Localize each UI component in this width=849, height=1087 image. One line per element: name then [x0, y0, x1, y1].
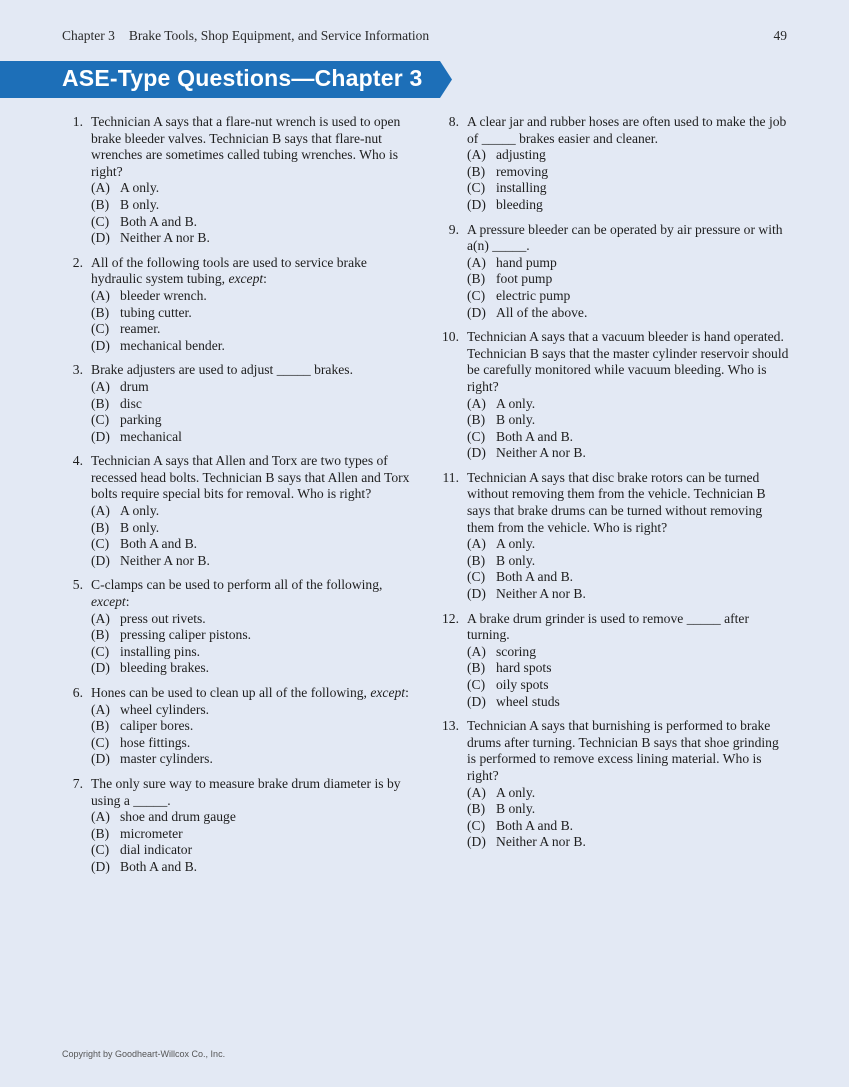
option-letter: (B)	[467, 271, 486, 287]
option-text: A only.	[120, 503, 160, 519]
question-stem: C-clamps can be used to perform all of the following,	[91, 577, 383, 593]
question-number: 11.	[442, 469, 459, 485]
option-text: Both A and B.	[120, 858, 198, 874]
answer-option	[467, 255, 790, 272]
option-text: A only.	[496, 536, 536, 552]
answer-option	[91, 751, 412, 768]
option-text: tubing cutter.	[120, 304, 192, 320]
question-number: 12.	[442, 610, 459, 626]
question-text	[467, 114, 790, 147]
option-letter: (B)	[467, 801, 486, 817]
answer-option	[467, 164, 790, 181]
option-text: installing pins.	[120, 643, 201, 659]
option-text: master cylinders.	[120, 751, 213, 767]
question-item	[62, 577, 412, 677]
questions-column-left	[62, 114, 412, 884]
option-text: wheel studs	[496, 693, 560, 709]
option-text: B only.	[496, 412, 536, 428]
option-text: Neither A nor B.	[120, 230, 210, 246]
answer-option	[467, 644, 790, 661]
question-text	[91, 255, 412, 288]
answer-options	[467, 255, 790, 321]
option-text: electric pump	[496, 287, 571, 303]
page-number: 49	[773, 28, 787, 43]
option-text: pressing caliper pistons.	[120, 627, 252, 643]
option-letter: (B)	[91, 395, 110, 411]
option-text: hand pump	[496, 254, 557, 270]
option-letter: (A)	[467, 784, 486, 800]
question-emphasis: except	[370, 685, 406, 700]
option-text: wheel cylinders.	[120, 701, 210, 717]
question-item	[62, 362, 412, 445]
option-letter: (A)	[91, 701, 110, 717]
answer-options	[91, 180, 412, 246]
question-stem: Hones can be used to clean up all of the following,	[91, 685, 367, 700]
option-letter: (B)	[91, 196, 110, 212]
answer-options	[467, 147, 790, 213]
option-letter: (C)	[91, 213, 110, 229]
question-stem: Technician A says that disc brake rotors can be turned without removing them from the vehicle. Technician B says that brake drums can be turned without removing them from the vehicle. Who is right?	[467, 469, 766, 535]
option-letter: (C)	[91, 536, 110, 552]
answer-option	[91, 305, 412, 322]
option-text: removing	[496, 163, 549, 179]
answer-option	[467, 569, 790, 586]
answer-option	[91, 429, 412, 446]
question-number: 6.	[72, 685, 83, 700]
question-stem: A clear jar and rubber hoses are often used to make the job of _____ brakes easier and cleaner.	[467, 114, 787, 146]
answer-option	[91, 627, 412, 644]
option-text: B only.	[496, 801, 536, 817]
option-letter: (B)	[91, 627, 110, 643]
question-stem: Technician A says that burnishing is performed to brake drums after turning. Technician B says that shoe grinding is performed to remove excess lining material. Who is right?	[467, 718, 779, 783]
option-text: Both A and B.	[496, 569, 574, 585]
answer-option	[467, 429, 790, 446]
section-title: ASE-Type Questions—Chapter 3	[62, 65, 423, 91]
option-letter: (D)	[467, 196, 486, 212]
option-letter: (D)	[467, 693, 486, 709]
option-letter: (D)	[467, 445, 486, 461]
option-text: B only.	[120, 196, 160, 212]
answer-option	[467, 677, 790, 694]
option-text: All of the above.	[496, 304, 588, 320]
chapter-label: Chapter 3	[62, 28, 115, 43]
question-item	[62, 776, 412, 876]
option-letter: (B)	[91, 304, 110, 320]
option-text: Neither A nor B.	[496, 834, 586, 850]
question-item	[438, 114, 790, 214]
answer-options	[467, 396, 790, 462]
option-text: A only.	[496, 784, 536, 800]
question-item	[438, 470, 790, 603]
option-letter: (B)	[467, 660, 486, 676]
option-letter: (A)	[91, 287, 110, 303]
answer-option	[91, 197, 412, 214]
answer-option	[467, 694, 790, 711]
question-item	[62, 255, 412, 355]
option-letter: (D)	[467, 304, 486, 320]
option-letter: (A)	[467, 536, 486, 552]
option-letter: (D)	[91, 660, 110, 676]
answer-option	[91, 180, 412, 197]
option-letter: (C)	[467, 569, 486, 585]
question-text	[467, 329, 790, 395]
option-letter: (A)	[91, 610, 110, 626]
option-letter: (A)	[91, 180, 110, 196]
answer-option	[91, 718, 412, 735]
answer-option	[467, 586, 790, 603]
question-stem: Technician A says that a flare-nut wrench is used to open brake bleeder valves. Technician B says that flare-nut wrenches are sometimes called tubing wrenches. Who is right?	[91, 114, 401, 179]
answer-option	[467, 271, 790, 288]
answer-options	[91, 702, 412, 768]
answer-option	[467, 818, 790, 835]
answer-option	[467, 180, 790, 197]
option-letter: (B)	[91, 718, 110, 734]
option-text: Neither A nor B.	[496, 586, 586, 602]
question-stem: A pressure bleeder can be operated by air pressure or with a(n) _____.	[467, 221, 783, 254]
option-letter: (D)	[91, 230, 110, 246]
option-text: adjusting	[496, 147, 546, 163]
option-letter: (D)	[91, 337, 110, 353]
answer-option	[91, 735, 412, 752]
answer-option	[91, 396, 412, 413]
question-number: 1.	[72, 114, 83, 129]
question-item	[62, 453, 412, 569]
option-text: B only.	[120, 519, 160, 535]
answer-option	[91, 520, 412, 537]
option-text: A only.	[120, 180, 160, 196]
answer-option	[467, 288, 790, 305]
question-number: 8.	[448, 114, 459, 129]
question-stem: All of the following tools are used to service brake hydraulic system tubing,	[91, 254, 367, 287]
option-letter: (D)	[91, 428, 110, 444]
section-banner	[0, 61, 452, 98]
answer-options	[467, 644, 790, 710]
question-number: 9.	[448, 221, 459, 237]
option-text: dial indicator	[120, 842, 193, 858]
copyright-notice: Copyright by Goodheart-Willcox Co., Inc.	[62, 1049, 226, 1059]
answer-option	[467, 412, 790, 429]
answer-option	[91, 412, 412, 429]
option-letter: (C)	[91, 734, 110, 750]
answer-options	[91, 503, 412, 569]
option-text: B only.	[496, 552, 536, 568]
question-number: 3.	[72, 362, 83, 378]
option-text: micrometer	[120, 825, 183, 841]
question-number: 5.	[72, 577, 83, 593]
question-stem: The only sure way to measure brake drum diameter is by using a _____.	[91, 775, 401, 808]
option-text: press out rivets.	[120, 610, 206, 626]
answer-option	[467, 305, 790, 322]
answer-option	[467, 396, 790, 413]
option-letter: (A)	[467, 643, 486, 659]
option-letter: (D)	[467, 834, 486, 850]
question-emphasis: except	[228, 271, 264, 287]
question-text	[91, 362, 412, 379]
answer-option	[91, 503, 412, 520]
option-text: drum	[120, 378, 149, 394]
question-number: 10.	[442, 329, 459, 345]
answer-option	[91, 859, 412, 876]
option-text: Neither A nor B.	[496, 445, 586, 461]
question-punctuation: :	[263, 271, 267, 287]
question-item	[62, 114, 412, 247]
option-text: Both A and B.	[496, 428, 574, 444]
option-text: parking	[120, 412, 162, 428]
option-text: hose fittings.	[120, 734, 191, 750]
option-text: caliper bores.	[120, 718, 194, 734]
option-text: disc	[120, 395, 142, 411]
option-letter: (C)	[91, 842, 110, 858]
option-text: bleeding brakes.	[120, 660, 210, 676]
option-text: mechanical bender.	[120, 337, 225, 353]
answer-option	[467, 197, 790, 214]
option-letter: (A)	[467, 395, 486, 411]
option-text: bleeding	[496, 196, 543, 212]
answer-option	[91, 536, 412, 553]
option-letter: (A)	[467, 254, 486, 270]
question-emphasis: except	[91, 594, 126, 610]
question-number: 7.	[72, 775, 83, 791]
question-item	[438, 611, 790, 711]
option-letter: (A)	[91, 503, 110, 519]
question-text	[467, 611, 790, 644]
answer-option	[467, 660, 790, 677]
question-text	[467, 718, 790, 784]
answer-option	[91, 230, 412, 247]
answer-option	[467, 785, 790, 802]
option-letter: (C)	[91, 643, 110, 659]
option-letter: (D)	[467, 586, 486, 602]
option-letter: (A)	[91, 378, 110, 394]
running-head	[62, 28, 787, 44]
option-text: scoring	[496, 643, 537, 659]
question-stem: Technician A says that Allen and Torx are two types of recessed head bolts. Technician B says that Allen and Torx bolts require special bits for removal. Who is right?	[91, 453, 410, 502]
option-letter: (D)	[91, 552, 110, 568]
question-stem: Technician A says that a vacuum bleeder is hand operated. Technician B says that the master cylinder reservoir should be carefully monitored while vacuum bleeding. Who is right?	[467, 329, 789, 394]
answer-option	[91, 338, 412, 355]
question-text	[91, 685, 412, 702]
option-letter: (A)	[467, 147, 486, 163]
question-stem: A brake drum grinder is used to remove _____ after turning.	[467, 610, 749, 643]
option-letter: (C)	[91, 412, 110, 428]
option-text: mechanical	[120, 428, 182, 444]
option-text: hard spots	[496, 660, 552, 676]
answer-options	[91, 611, 412, 677]
option-letter: (B)	[467, 163, 486, 179]
option-letter: (C)	[467, 287, 486, 303]
question-item	[438, 718, 790, 851]
option-text: foot pump	[496, 271, 553, 287]
question-text	[91, 577, 412, 610]
option-text: Both A and B.	[120, 536, 198, 552]
question-text	[91, 776, 412, 809]
option-letter: (B)	[467, 412, 486, 428]
answer-options	[467, 536, 790, 602]
answer-option	[91, 644, 412, 661]
option-text: bleeder wrench.	[120, 287, 207, 303]
question-text	[467, 222, 790, 255]
question-item	[438, 222, 790, 322]
option-letter: (D)	[91, 751, 110, 767]
option-letter: (C)	[467, 817, 486, 833]
question-text	[91, 114, 412, 180]
option-text: oily spots	[496, 677, 549, 692]
option-letter: (C)	[467, 180, 486, 196]
answer-option	[467, 445, 790, 462]
questions-column-right	[438, 114, 790, 859]
answer-option	[91, 702, 412, 719]
question-number: 4.	[72, 453, 83, 469]
option-text: installing	[496, 180, 547, 196]
question-item	[438, 329, 790, 462]
answer-option	[91, 826, 412, 843]
option-text: Neither A nor B.	[120, 552, 210, 568]
answer-options	[91, 809, 412, 875]
answer-option	[467, 801, 790, 818]
question-number: 13.	[442, 718, 459, 734]
question-text	[467, 470, 790, 536]
option-letter: (C)	[467, 677, 486, 692]
answer-options	[91, 288, 412, 354]
option-text: shoe and drum gauge	[120, 809, 236, 825]
question-item	[62, 685, 412, 768]
option-letter: (B)	[91, 825, 110, 841]
question-number: 2.	[72, 254, 83, 270]
answer-option	[91, 288, 412, 305]
answer-option	[91, 660, 412, 677]
answer-option	[91, 611, 412, 628]
option-text: Both A and B.	[120, 213, 198, 229]
question-punctuation: :	[125, 594, 130, 610]
option-text: Both A and B.	[496, 817, 574, 833]
answer-option	[91, 842, 412, 859]
option-text: reamer.	[120, 321, 161, 337]
answer-options	[467, 785, 790, 851]
question-stem: Brake adjusters are used to adjust _____ brakes.	[91, 362, 353, 378]
answer-option	[91, 809, 412, 826]
answer-option	[91, 321, 412, 338]
answer-option	[91, 214, 412, 231]
chapter-title: Brake Tools, Shop Equipment, and Service Information	[128, 28, 430, 43]
option-letter: (C)	[467, 428, 486, 444]
option-letter: (C)	[91, 321, 110, 337]
option-letter: (B)	[91, 519, 110, 535]
answer-option	[467, 536, 790, 553]
option-letter: (A)	[91, 809, 110, 825]
answer-option	[467, 147, 790, 164]
option-letter: (D)	[91, 858, 110, 874]
answer-option	[467, 553, 790, 570]
question-punctuation: :	[405, 685, 409, 700]
answer-option	[91, 379, 412, 396]
question-text	[91, 453, 412, 503]
answer-option	[467, 834, 790, 851]
answer-option	[91, 553, 412, 570]
answer-options	[91, 379, 412, 445]
option-text: A only.	[496, 395, 536, 411]
option-letter: (B)	[467, 552, 486, 568]
